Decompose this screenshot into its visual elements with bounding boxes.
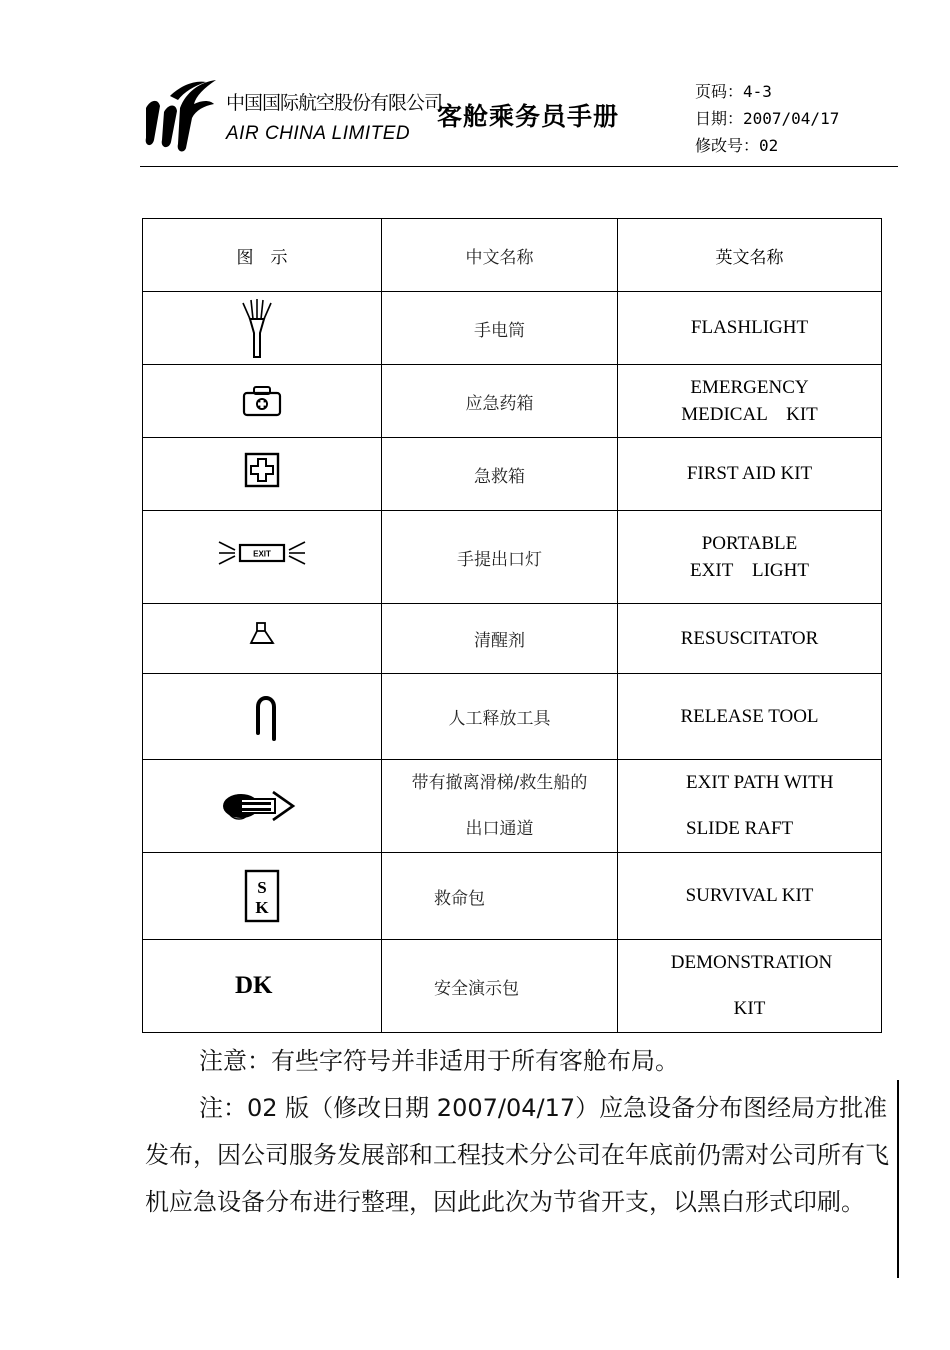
header-cell-symbol: 图 示: [143, 219, 382, 292]
medical-kit-icon: [241, 385, 283, 417]
en-name-cell: SURVIVAL KIT: [618, 853, 882, 940]
table-row: [143, 365, 882, 438]
table-row: [143, 940, 882, 1033]
exit-path-arrow-icon: [221, 786, 301, 826]
en-name-cell: RESUSCITATOR: [618, 604, 882, 674]
en-name-line: MEDICAL KIT: [681, 404, 818, 425]
survival-kit-icon: [244, 869, 280, 923]
table-row: [143, 438, 882, 511]
en-name-cell: FIRST AID KIT: [618, 438, 882, 511]
en-name-cell: [618, 511, 882, 604]
document-meta: [695, 78, 839, 159]
resuscitator-icon: [248, 621, 276, 647]
symbol-cell: [143, 365, 382, 438]
release-tool-icon: [253, 693, 279, 741]
table-row: [143, 604, 882, 674]
en-name-line: EXIT LIGHT: [690, 560, 809, 581]
cn-name-cell: 急救箱: [382, 438, 618, 511]
en-name-cell: [618, 760, 882, 853]
table-row: [143, 674, 882, 760]
exit-label: EXIT: [253, 549, 271, 559]
en-name-line: KIT: [733, 998, 766, 1019]
symbol-cell: [143, 604, 382, 674]
symbol-cell: [143, 940, 382, 1033]
survival-kit-letter-s: S: [257, 878, 267, 897]
note-revision: 注：02 版（修改日期 2007/04/17）应急设备分布图经局方批准发布，因公司服务发展部和工程技术分公司在年底前仍需对公司所有飞机应急设备分布进行整理，因此此次为节省开支，以黑白形式印刷。: [145, 1094, 889, 1216]
symbol-cell: [143, 438, 382, 511]
company-name-en: AIR CHINA LIMITED: [226, 123, 411, 144]
en-name-line: EXIT PATH WITH: [686, 772, 834, 793]
symbol-cell: [143, 292, 382, 365]
symbol-legend-table: [142, 218, 882, 1033]
en-name-cell: [618, 940, 882, 1033]
table-row: [143, 760, 882, 853]
en-name-line: PORTABLE: [701, 533, 798, 554]
cn-name-line: 带有撤离滑梯/救生船的: [411, 773, 588, 793]
air-china-logo-icon: [140, 78, 218, 152]
cn-name-text: 安全演示包: [434, 978, 519, 999]
en-name-cell: [618, 365, 882, 438]
header-cell-en-name: 英文名称: [618, 219, 882, 292]
cn-name-cell: 手电筒: [382, 292, 618, 365]
note-applicability: 注意：有些字符号并非适用于所有客舱布局。: [199, 1047, 679, 1075]
cn-name-cell: 人工释放工具: [382, 674, 618, 760]
flashlight-icon: [240, 297, 274, 359]
en-name-line: DEMONSTRATION: [670, 952, 833, 973]
en-name-cell: RELEASE TOOL: [618, 674, 882, 760]
cn-name-text: 救命包: [434, 888, 485, 909]
en-name-cell: FLASHLIGHT: [618, 292, 882, 365]
symbol-cell: [143, 760, 382, 853]
cn-name-cell: [382, 853, 618, 940]
symbol-cell: [143, 853, 382, 940]
cn-name-cell: [382, 940, 618, 1033]
first-aid-kit-icon: [244, 452, 280, 488]
page-number: 页码：4-3: [695, 82, 772, 101]
en-name-line: SLIDE RAFT: [686, 818, 794, 839]
table-row: [143, 511, 882, 604]
survival-kit-letter-k: K: [255, 898, 269, 917]
document-date: 日期：2007/04/17: [695, 109, 840, 128]
notes-section: [145, 1038, 890, 1226]
header-divider: [140, 166, 898, 167]
table-row: [143, 853, 882, 940]
symbol-cell: [143, 674, 382, 760]
demonstration-kit-symbol: DK: [235, 972, 273, 999]
portable-exit-light-icon: [217, 538, 307, 568]
symbol-cell: [143, 511, 382, 604]
company-name-cn: 中国国际航空股份有限公司: [226, 92, 443, 114]
cn-name-line: 出口通道: [465, 819, 534, 839]
revision-change-bar: [897, 1080, 899, 1278]
table-row: [143, 292, 882, 365]
page-header: [0, 0, 950, 170]
header-cell-cn-name: 中文名称: [382, 219, 618, 292]
table-header-row: [143, 219, 882, 292]
manual-title: 客舱乘务员手册: [437, 102, 620, 131]
revision-number: 修改号：02: [695, 136, 779, 155]
en-name-line: EMERGENCY: [690, 377, 809, 398]
cn-name-cell: 应急药箱: [382, 365, 618, 438]
cn-name-cell: 清醒剂: [382, 604, 618, 674]
cn-name-cell: 手提出口灯: [382, 511, 618, 604]
cn-name-cell: [382, 760, 618, 853]
